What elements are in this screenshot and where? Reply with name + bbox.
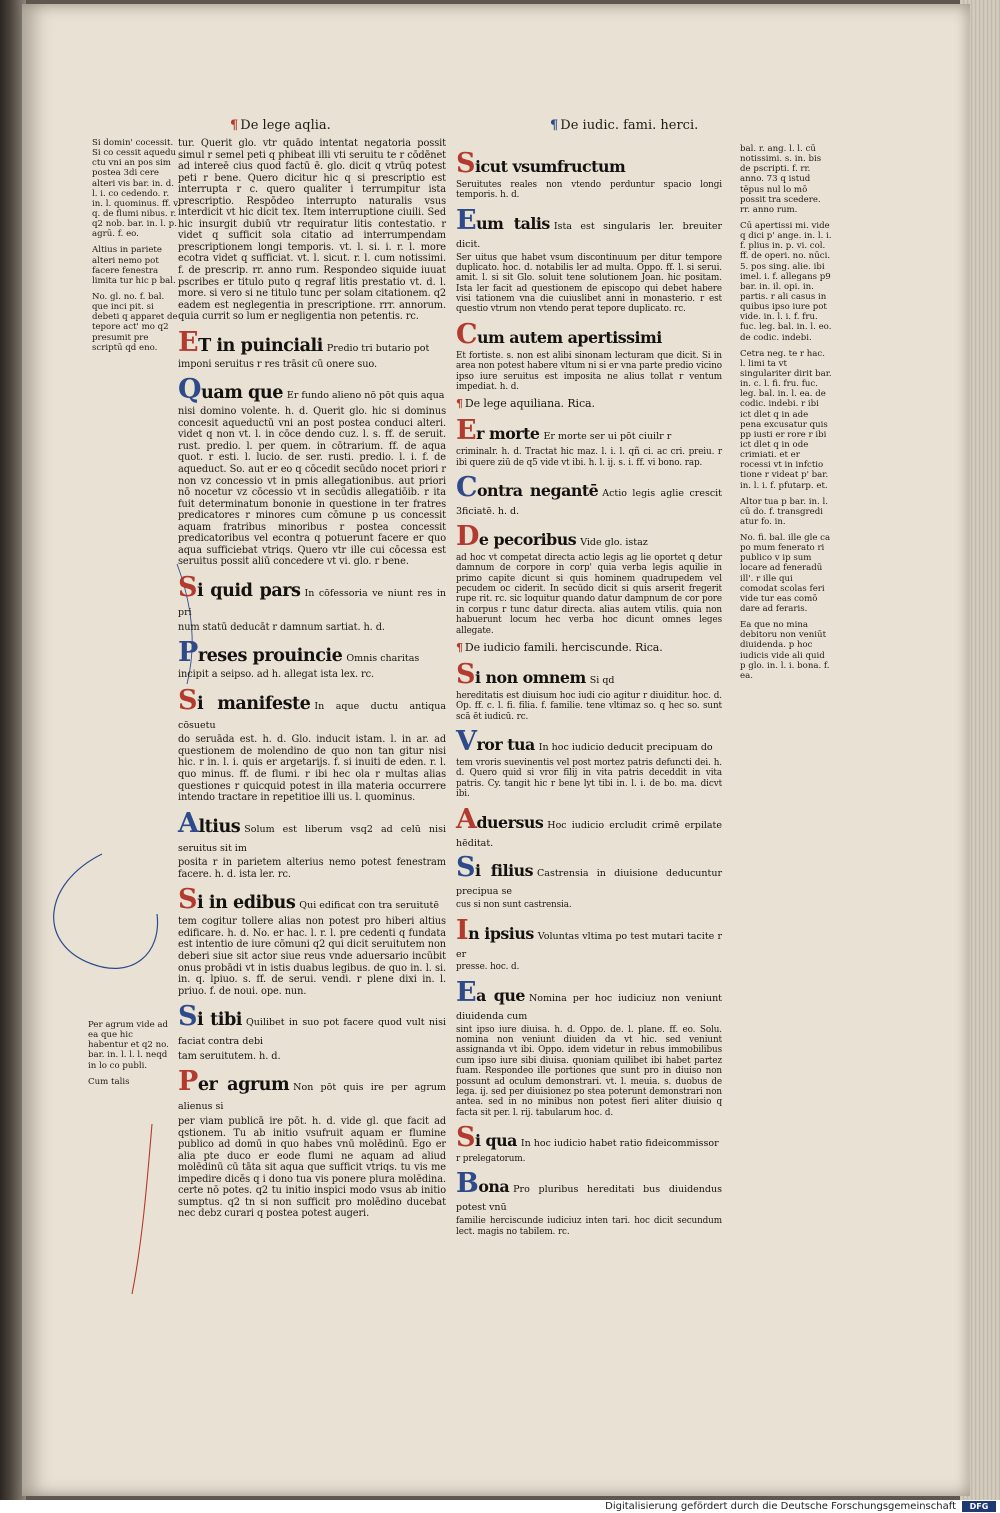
commentary-text: tem vroris suevinentis vel post mortez patris defuncti dei. h. d. Quero quid si vror filij in vita patris deceddit in vita patris. Cy. tangit hic r bene lyt tibi in. l. i. de bo. ma. dicvt ibi. bbox=[456, 758, 722, 800]
lemma-heading bbox=[178, 637, 446, 669]
pilcrow-mark: ¶ bbox=[230, 118, 239, 133]
lemma-section bbox=[456, 1124, 722, 1164]
pen-flourish-left bbox=[54, 854, 158, 968]
lemma-word: r morte bbox=[476, 424, 540, 444]
lemma-word: e pecoribus bbox=[478, 529, 577, 549]
lemma-word: icut vsumfructum bbox=[475, 157, 626, 176]
margin-gloss: Cetra neg. te r hac. l. limi ta vt singulariter dirit bar. in. c. l. fi. fru. fuc. leg. bal. in. l. ea. de codic. indebi. r ibi ict dlet q in ade pena excusatur quis pp iusti er rore r ibi ict dlet q in ode crimiati. et er rocessi vt in infctio tione r videat p' bar. in. l. i. f. pfutarp. et. bbox=[740, 348, 832, 491]
lemma-heading bbox=[456, 318, 722, 350]
lemma-summary: Omnis charitas bbox=[346, 653, 420, 665]
lemma-section bbox=[178, 807, 446, 881]
rubricated-initial: S bbox=[178, 684, 197, 716]
pilcrow-mark: ¶ bbox=[456, 640, 463, 654]
lemma-section bbox=[178, 684, 447, 804]
rubricated-initial: P bbox=[178, 637, 198, 669]
lemma-heading bbox=[178, 326, 446, 358]
lemma-summary: In hoc iudicio deducit precipuam do bbox=[538, 742, 713, 753]
lemma-summary: Er fundo alieno nō pōt quis aqua bbox=[286, 390, 445, 402]
lemma-summary: Castrensia in diuisione deducuntur precipua se bbox=[456, 868, 722, 898]
lemma-summary: Ista est singularis ler. breuiter dicit. bbox=[456, 220, 723, 250]
digitization-footer bbox=[0, 1500, 1000, 1513]
margin-gloss: Ea que no mina debitoru non veniūt diuidenda. p hoc iudicis vide ali quid p glo. in. l. i. bona. f. ea. bbox=[740, 620, 830, 681]
lemma-section bbox=[456, 854, 722, 910]
left-margin-glosses bbox=[92, 138, 180, 359]
running-head-left-text: De lege aqlia. bbox=[240, 118, 331, 133]
text-column-left bbox=[178, 138, 446, 1226]
lemma-section bbox=[178, 326, 446, 371]
lemma-heading bbox=[456, 914, 722, 960]
rubricated-initial: Q bbox=[178, 374, 202, 406]
lemma-section bbox=[456, 520, 722, 636]
commentary-text: r prelegatorum. bbox=[456, 1154, 526, 1164]
lemma-summary: Si qd bbox=[589, 674, 615, 686]
lemma-summary: Quilibet in suo pot facere quod vult nisi faciat contra debi bbox=[178, 1017, 447, 1048]
lemma-word: reses prouincie bbox=[197, 645, 343, 667]
lemma-word: i in edibus bbox=[197, 892, 296, 914]
running-head-left bbox=[230, 118, 331, 133]
lemma-heading bbox=[456, 520, 722, 552]
lemma-section bbox=[456, 728, 722, 800]
lemma-heading bbox=[178, 807, 446, 855]
lemma-summary: Predio tri butario pot bbox=[326, 342, 430, 354]
lemma-summary: Er morte ser ui pōt ciuilr r bbox=[543, 431, 672, 443]
rubricated-initial: I bbox=[456, 914, 469, 946]
lemma-heading bbox=[178, 1068, 446, 1113]
rubric-subheading bbox=[456, 398, 722, 411]
commentary-text: hereditatis est diuisum hoc iudi cio agitur r diuiditur. hoc. d. Op. ff. c. l. fi. filia. f. familie. tene vltimaz so. q hec so. sunt scā ēt iudicū. rc. bbox=[456, 690, 722, 722]
lemma-section bbox=[456, 398, 722, 411]
lemma-heading bbox=[456, 803, 722, 849]
lemma-summary: Actio legis aglie crescit 3ficiatē. h. d. bbox=[456, 488, 722, 518]
right-margin-glosses bbox=[740, 144, 832, 687]
lemma-word: um autem apertissimi bbox=[477, 327, 662, 347]
commentary-text: tam seruitutem. h. d. bbox=[178, 1050, 281, 1062]
lemma-summary: In aque ductu antiqua cōsuetu bbox=[178, 700, 447, 731]
lemma-heading bbox=[178, 684, 447, 732]
lemma-heading bbox=[178, 374, 446, 406]
lemma-summary: Pro pluribus hereditati bus diuidendus potest vnū bbox=[456, 1184, 722, 1214]
rubricated-initial: S bbox=[456, 1122, 475, 1153]
lemma-section bbox=[456, 474, 722, 517]
commentary-text: tem cogitur tollere alias non potest pro hiberi altius edificare. h. d. No. er hac. l. r. l. pre cedenti q fundata est intentio de iure cōmuni q2 qui dicit seruitutem non deberi siue sit actor siue reus vnde aduersario incūbit onus probādi vt in istis duabus legibus. de quo in. l. si. in. q. lpiuo. s. ff. de serui. vendi. r plene dixi in. l. priuo. f. de noui. ope. nun. bbox=[178, 916, 446, 997]
lemma-section bbox=[456, 318, 722, 393]
margin-gloss: Altius in pariete alteri nemo pot facere fenestra limita tur hic p bal. bbox=[92, 245, 176, 286]
margin-gloss: Cum talis bbox=[88, 1076, 130, 1087]
commentary-text: num statū deducāt r damnum sartiat. h. d. bbox=[178, 621, 385, 633]
rubricated-initial: S bbox=[456, 852, 475, 884]
lemma-heading bbox=[178, 571, 446, 619]
lemma-summary: Vide glo. istaz bbox=[580, 536, 648, 548]
rubricated-initial: S bbox=[178, 884, 197, 916]
lemma-summary: Voluntas vltima po test mutari tacite r er bbox=[456, 930, 722, 960]
lemma-word: er agrum bbox=[197, 1074, 290, 1096]
pen-flourish-lower bbox=[132, 1124, 152, 1294]
lemma-word: ltius bbox=[198, 815, 241, 837]
rubricated-initial: C bbox=[456, 318, 477, 350]
rubric-subheading bbox=[456, 642, 722, 655]
lemma-word: duersus bbox=[476, 812, 544, 832]
rubricated-initial: E bbox=[456, 976, 477, 1008]
commentary-text: Et fortiste. s. non est alibi sinonam lecturam que dicit. Si in area non potest habere vltum ni si er vna parte predio vicino ipso iure seruitus est imposita ne alius tollat r ventum impediat. h. d. bbox=[456, 350, 722, 392]
lemma-section bbox=[456, 976, 722, 1118]
commentary-text: posita r in parietem alterius nemo potest fenestram facere. h. d. ista ler. rc. bbox=[178, 857, 446, 880]
text-column-right bbox=[456, 146, 722, 1243]
continuation-paragraph: tur. Querit glo. vtr quādo intentat negatoria possit simul r semel peti q phibeat illi vti seruitu te r cōdēnet ad intereē cius quod factū ē. glo. dicit q vtrūq potest peti r bene. Quero dicitur hic q si prescriptio est interrupta r c. quero qualiter i terrumpitur ista prescriptio. Respōdeo interrupto naturalis vsus interdicit vt hic dicit tex. Item interruptione ciuili. Sed hic insurgit dubiū vtr requiratur litis contestatio. r videt q sufficit sola citatio ad interrumpendam prescriptionem longi temporis. vt. l. si. i. r. l. more ecotra videt q sufficiat. vt. l. sicut. r. l. cum notissimi. f. de prescrip. rr. anno rum. Respondeo siquide iuuat pscribes er titulo puto q regraf litis prestatio vt. d. l. more. si vero si ne titulo tunc per solam citationem. q2 eadem est neglegentia in prescriptione. rrr. annorum. quia currit so lum er negligentia non petentis. rc. bbox=[178, 138, 446, 323]
commentary-text: cus si non sunt castrensia. bbox=[456, 900, 572, 911]
lemma-section bbox=[178, 376, 446, 568]
margin-gloss: Altor tua p bar. in. l. cū do. f. transgredi atur fo. in. bbox=[740, 496, 828, 527]
left-margin-glosses-lower bbox=[88, 1020, 172, 1093]
lemma-heading bbox=[178, 1003, 446, 1048]
subheading-text: De lege aquiliana. Rica. bbox=[464, 397, 595, 411]
commentary-text: per viam publicā ire pōt. h. d. vide gl. que facit ad qstionem. Tu ab initio vsufruit aquam er flumine publico ad domū in quo habes vnū molēdinū. Ego er alia pte duco er eode flumi ne aquam ad aliud molēdinū cū tāta sit aqua que sufficit vtriqs. tu vis me impedire dicēs q i dono tua vis ponere plura molēdina. certe nō potes. q2 tu initio inspici modo vsus ab initio sumptus. q2 tn si non sufficit pro molēdino ducebat nec debz curari q postea potest augeri. bbox=[178, 1116, 446, 1220]
rubricated-initial: S bbox=[456, 658, 475, 690]
rubricated-initial: E bbox=[178, 326, 199, 358]
lemma-summary: In cōfessoria ve niunt res in pri bbox=[178, 587, 446, 618]
lemma-summary: Hoc iudicio ercludit crimē erpilate hēditat. bbox=[456, 819, 722, 849]
lemma-summary: Solum est liberum vsq2 ad celū nisi seruitus sit im bbox=[178, 823, 446, 854]
lemma-word: i non omnem bbox=[475, 667, 586, 687]
lemma-word: i quid pars bbox=[197, 579, 301, 601]
lemma-section bbox=[456, 1170, 722, 1237]
lemma-summary: Nomina per hoc iudiciuz non veniunt diuidenda cum bbox=[456, 992, 722, 1022]
commentary-text: presse. hoc. d. bbox=[456, 962, 520, 973]
lemma-heading bbox=[456, 1170, 722, 1213]
lemma-summary: Qui edificat con tra seruitutē bbox=[299, 900, 439, 912]
lemma-section bbox=[456, 658, 722, 722]
rubricated-initial: V bbox=[456, 726, 477, 757]
commentary-text: familie herciscunde iudiciuz inten tari. hoc dicit secundum lect. magis no tabilem. rc. bbox=[456, 1216, 722, 1237]
lemma-word: i tibi bbox=[197, 1009, 242, 1031]
commentary-text: nisi domino volente. h. d. Querit glo. hic si dominus concesit aqueductū vni an post postea conduci alteri. videt q non vt. l. in cōce dendo cuz. l. s. ff. de seruit. rust. predio. l. per quem. in cōtrarium. ff. de aqua quot. r esti. l. lucio. de ser. rusti. predio. l. i. f. de aqueduct. So. aut er eo q cōcedit secūdo nocet priori r non vz concessio vt in pmis allegationibus. aut priori nō nocetur vz cōcessio vt in secūdis allegatiōib. r ita fuit determinatum bononie in questione in ter fratres predicatores r minores cum cōmune p us concessit aquam fratribus minoribus r postea concessit predicatoribus vel econtra q potuerunt facere er quo aqua sufficiebat vtriqs. Quero vtr ille cui cōcessa est seruitus possit aliū concedere vt vi. glo. r bene. bbox=[178, 406, 446, 568]
lemma-section bbox=[178, 1068, 446, 1220]
lemma-section bbox=[456, 642, 722, 655]
lemma-word: i filius bbox=[475, 861, 534, 881]
lemma-heading bbox=[456, 415, 722, 447]
lemma-section bbox=[456, 803, 722, 849]
lemma-word: i manifeste bbox=[197, 692, 311, 714]
lemma-heading bbox=[456, 204, 723, 250]
pilcrow-mark: ¶ bbox=[456, 397, 463, 411]
commentary-text: incipit a seipso. ad h. allegat ista lex. rc. bbox=[178, 669, 375, 681]
lemma-heading bbox=[456, 854, 722, 897]
margin-gloss: No. fi. bal. ille gle ca po mum fenerato ri publico v ip sum locare ad feneradū ill'. r ille qui comodat scolas feri vide tur eas comō dare ad feraris. bbox=[740, 533, 831, 615]
lemma-word: T in puinciali bbox=[198, 334, 323, 356]
lemma-word: ontra negantē bbox=[477, 481, 599, 501]
lemma-word: i qua bbox=[475, 1131, 517, 1150]
lemma-word: uam que bbox=[201, 382, 283, 404]
lemma-section bbox=[456, 150, 722, 201]
running-head-right bbox=[550, 118, 698, 133]
lemma-heading bbox=[456, 728, 722, 755]
commentary-text: criminalr. h. d. Tractat hic maz. l. i. l. qñ ci. ac cri. preiu. r ibi quere ziū de q5 vide vt ibi. h. l. ij. s. i. ff. vi bono. rap. bbox=[456, 447, 722, 468]
commentary-text: ad hoc vt competat directa actio legis ag lie oportet q detur damnum de corpore in corp' quia verba legis aquilie in primo capite dicunt si quis hominem quadrupedem vel pecudem oc ciderit. In secūdo dicit si quis arserit fregerit rupe rit. rc. sic loquitur quando datur dampnum de cor pore in corpus r tunc datur directa. alias autem vtilis. quia non habuerunt locum hec verba hoc dicunt omnes leges allegate. bbox=[456, 552, 722, 636]
lemma-summary: In hoc iudicio habet ratio fideicommissor bbox=[520, 1138, 719, 1149]
lemma-heading bbox=[456, 976, 722, 1022]
footer-credit: Digitalisierung gefördert durch die Deutsche Forschungsgemeinschaft bbox=[605, 1501, 956, 1512]
lemma-word: um talis bbox=[476, 213, 550, 233]
margin-gloss: Per agrum vide ad ea que hic habentur et q2 no. bar. in. l. l. l. neqd in lo co publi. bbox=[88, 1020, 169, 1071]
lemma-heading bbox=[456, 150, 722, 177]
rubricated-initial: S bbox=[178, 571, 197, 603]
lemma-summary: Non pōt quis ire per agrum alienus si bbox=[178, 1082, 446, 1113]
rubricated-initial: E bbox=[456, 415, 477, 447]
rubricated-initial: D bbox=[456, 520, 479, 552]
running-head-right-text: De iudic. fami. herci. bbox=[560, 118, 699, 133]
commentary-text: Seruitutes reales non vtendo perduntur spacio longi temporis. h. d. bbox=[456, 180, 722, 201]
rubricated-initial: A bbox=[178, 807, 199, 839]
lemma-section bbox=[456, 914, 722, 973]
commentary-text: imponi seruitus r res trāsit cū onere suo. bbox=[178, 358, 378, 370]
lemma-section bbox=[456, 204, 723, 315]
rubricated-initial: B bbox=[456, 1168, 479, 1200]
dfg-logo: DFG bbox=[962, 1501, 996, 1512]
manuscript-page bbox=[22, 4, 970, 1496]
lemma-heading bbox=[178, 884, 446, 916]
rubricated-initial: E bbox=[456, 204, 477, 236]
lemma-section bbox=[178, 571, 446, 633]
lemma-word: ona bbox=[478, 1177, 510, 1197]
lemma-heading bbox=[456, 658, 722, 690]
lemma-section bbox=[456, 417, 722, 468]
margin-gloss: Si domin' cocessit. Si co cessit aquedu ctu vni an pos sim postea 3di cere alteri vis bar. in. d. l. i. co cedendo. r. in. l. quominus. ff. v. q. de flumi nibus. r. q2 nob. bar. in. l. p. agrū. f. eo. bbox=[92, 138, 180, 240]
margin-gloss: No. gl. no. f. bal. que inci pit. si debeti q apparet de tepore act' mo q2 presumit pre scriptū qd eno. bbox=[92, 291, 178, 353]
rubricated-initial: S bbox=[456, 148, 475, 179]
lemma-heading bbox=[456, 474, 722, 517]
lemma-section bbox=[178, 886, 446, 997]
margin-gloss: bal. r. ang. l. l. cū notissimi. s. in. bis de pscripti. f. rr. anno. 73 q istud tēpus nul lo mō possit tra scedere. rr. anno rum. bbox=[740, 144, 822, 215]
rubricated-initial: P bbox=[178, 1066, 198, 1098]
commentary-text: Ser uitus que habet vsum discontinuum per ditur tempore duplicato. hoc. d. notabilis ler ad multa. Oppo. ff. l. si serui. amit. l. si sit Glo. soluit tene solutionem Joan. hic positam. Ista ler facit ad questionem de episcopo qui debet habere visi tationem vna die cuiuslibet anni in monasterio. r est questio vtrum non vtendo perat tepore duplicato. rc. bbox=[456, 252, 722, 315]
lemma-heading bbox=[456, 1124, 722, 1151]
margin-gloss: Cū apertissi mi. vide q dici p' ange. in. l. i. f. plius in. p. vi. col. ff. de operi. no. nūci. 5. pos sing. alie. ibi imel. i. f. allegans p9 bar. in. il. opi. in. partis. r ali casus in quibus ipso iure pot vide. in. l. i. f. fru. fuc. leg. bal. in. l. eo. de codic. indebi. bbox=[740, 220, 832, 343]
commentary-text: sint ipso iure diuisa. h. d. Oppo. de. l. plane. ff. eo. Solu. nomina non veniunt diuiden da vt hic. sed veniunt assignanda vt ibi. Oppo. idem videtur in rebus immobilibus cum ipso iure sibi diuisa. quoniam quilibet ibi habet partez fuam. Respondeo ille portiones que sunt pro in diuiso non possunt ad oculum demonstrari. vt. l. meuia. s. duobus de lega. ij. sed per diuisionez po stea poterunt demonstrari non antea. sed in no minibus non potest fieri aliter diuisio q facta sit per. l. rij. tabularum hoc. d. bbox=[456, 1024, 722, 1118]
lemma-section bbox=[178, 639, 446, 681]
commentary-text: do seruāda est. h. d. Glo. inducit istam. l. in ar. ad questionem de molendino de quo non tan gitur nisi hic. r in. l. i. quis er argetarijs. f. si inuiti de eden. r. l. quo minus. ff. de flumi. r ibi hec ola r multas alias questiones r quicquid potest in illa materia occurrere intendo tractare in repetitioe illi us. l. quominus. bbox=[178, 734, 446, 804]
pilcrow-mark: ¶ bbox=[550, 118, 559, 133]
lemma-section bbox=[178, 1003, 446, 1062]
lemma-word: n ipsius bbox=[468, 923, 534, 943]
rubricated-initial: S bbox=[178, 1001, 197, 1033]
rubricated-initial: A bbox=[456, 803, 477, 835]
lemma-word: a que bbox=[476, 985, 525, 1005]
rubricated-initial: C bbox=[456, 472, 477, 504]
subheading-text: De iudicio famili. herciscunde. Rica. bbox=[464, 640, 663, 654]
lemma-word: ror tua bbox=[476, 735, 535, 754]
